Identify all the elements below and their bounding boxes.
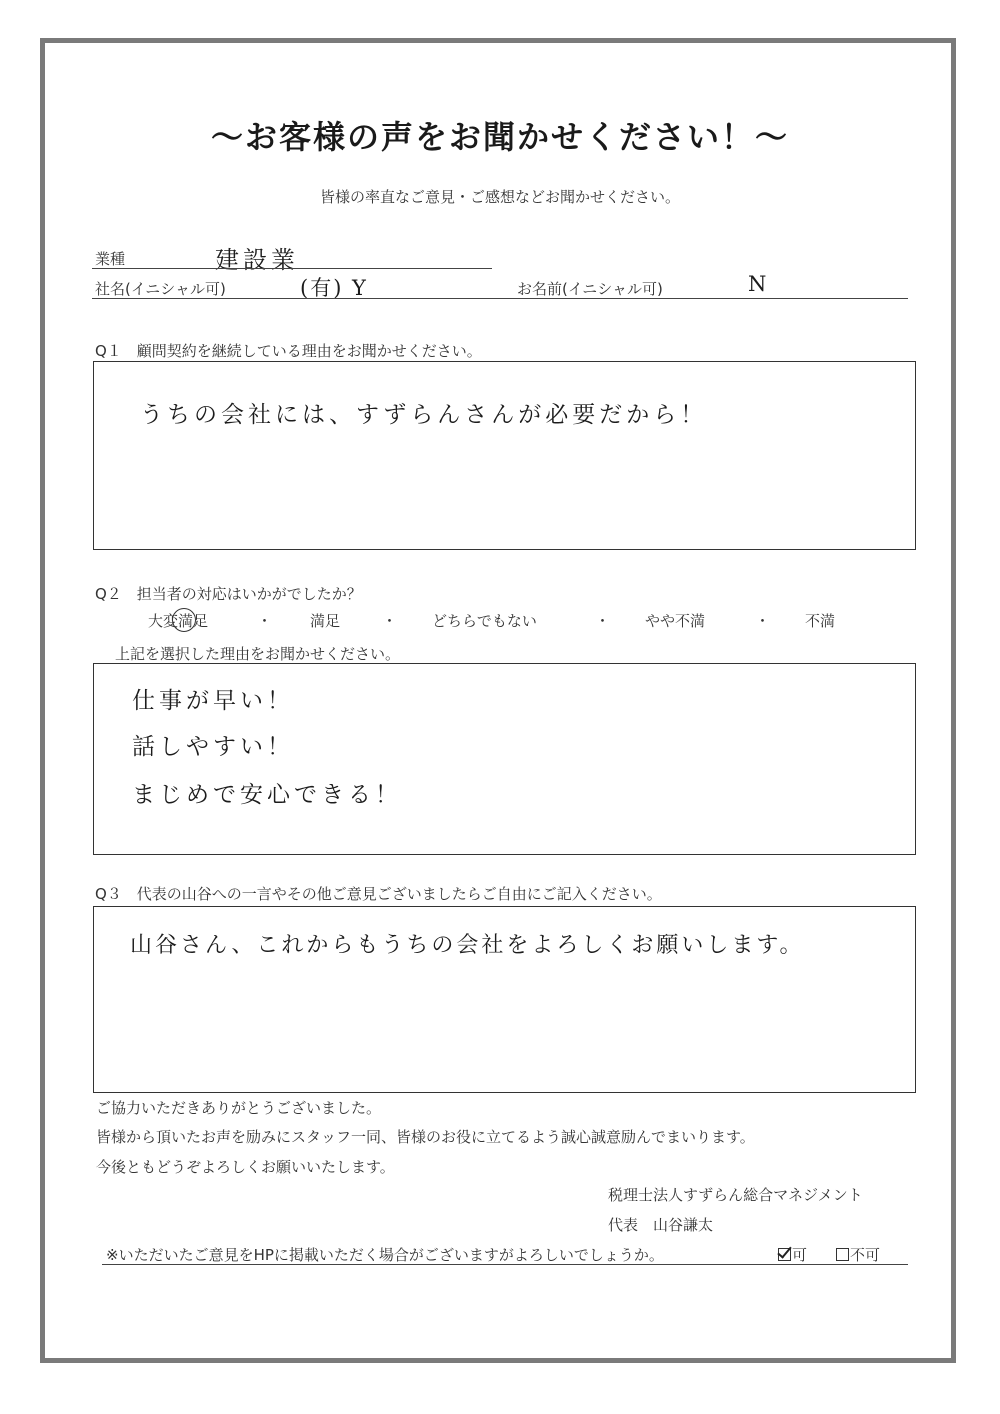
- q2-option-dissatisfied: 不満: [805, 612, 836, 630]
- consent-no-checkbox[interactable]: [836, 1248, 849, 1261]
- closing-line-3: 今後ともどうぞよろしくお願いいたします。: [96, 1158, 395, 1176]
- q2-option-somewhat-dissatisfied: やや不満: [645, 612, 706, 630]
- q1-answer: うちの会社には、すずらんさんが必要だから！: [140, 402, 708, 428]
- q2-reason-prompt: 上記を選択した理由をお聞かせください。: [115, 645, 401, 663]
- consent-yes-option[interactable]: [778, 1244, 807, 1265]
- company-value: (有) Y: [300, 276, 368, 300]
- consent-yes-checkbox[interactable]: [778, 1248, 791, 1261]
- name-label: お名前(イニシャル可): [517, 280, 663, 298]
- q1-answer-box: [93, 361, 916, 550]
- industry-underline: [92, 268, 492, 269]
- page-title: 〜お客様の声をお聞かせください！〜: [210, 118, 789, 156]
- page-subtitle: 皆様の率直なご意見・ご感想などお聞かせください。: [319, 188, 680, 206]
- q2-question: Q２ 担当者の対応はいかがでしたか？: [95, 585, 362, 603]
- q2-option-satisfied: 満足: [310, 612, 341, 630]
- q2-option-very-satisfied: 大変満足: [148, 612, 209, 630]
- q2-answer-line-3: まじめで安心できる！: [132, 782, 402, 808]
- q2-answer-line-1: 仕事が早い！: [132, 688, 294, 714]
- q3-question: Q３ 代表の山谷への一言やその他ご意見ございましたらご自由にご記入ください。: [95, 885, 662, 903]
- q2-option-neutral: どちらでもない: [432, 612, 537, 630]
- company-name-underline: [92, 298, 908, 299]
- closing-representative: 代表 山谷謙太: [608, 1216, 714, 1234]
- company-label: 社名(イニシャル可): [95, 280, 226, 298]
- consent-no-option[interactable]: [836, 1244, 880, 1265]
- consent-question: ※いただいたご意見をHPに掲載いただく場合がございますがよろしいでしょうか。: [106, 1246, 664, 1264]
- closing-company: 税理士法人すずらん総合マネジメント: [608, 1186, 863, 1204]
- q2-selection-circle: [172, 608, 196, 632]
- name-value: N: [748, 272, 771, 296]
- closing-line-2: 皆様から頂いたお声を励みにスタッフ一同、皆様のお役に立てるよう誠心誠意励んでまいります。: [96, 1128, 755, 1146]
- consent-underline: [102, 1264, 908, 1265]
- industry-label: 業種: [95, 250, 126, 268]
- q2-separator: ・: [257, 612, 273, 630]
- closing-line-1: ご協力いただきありがとうございました。: [96, 1099, 382, 1117]
- consent-yes-label: 可: [792, 1246, 808, 1264]
- q1-question: Q１ 顧問契約を継続している理由をお聞かせください。: [95, 342, 482, 360]
- q3-answer: 山谷さん、これからもうちの会社をよろしくお願いします。: [130, 933, 805, 958]
- q2-separator: ・: [755, 612, 771, 630]
- industry-value: 建設業: [215, 246, 299, 274]
- q2-answer-line-2: 話しやすい！: [132, 734, 294, 760]
- q2-separator: ・: [595, 612, 611, 630]
- q2-separator: ・: [382, 612, 398, 630]
- consent-no-label: 不可: [850, 1246, 881, 1264]
